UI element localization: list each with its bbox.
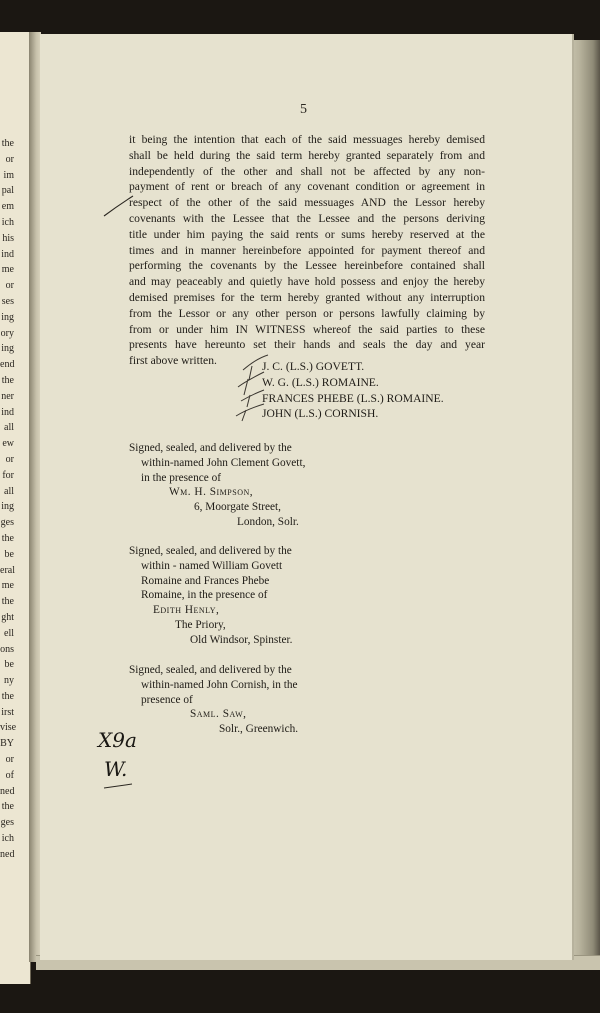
left-page-fragment: end [0, 359, 15, 371]
left-page-fragment: ory [0, 327, 14, 339]
left-page-fragment: be [4, 548, 14, 560]
page-number: 5 [300, 102, 307, 117]
pencil-tick-mark [236, 404, 264, 421]
body-line: from the Lessor or any other person or persons lawfully claiming by [129, 306, 485, 320]
left-page-fragment: ing [1, 501, 14, 513]
left-page-fragment: ell [4, 627, 14, 639]
attestation-line: presence of [141, 693, 193, 706]
attestation-line: in the presence of [141, 471, 221, 484]
left-page-fragment: ned [0, 785, 15, 797]
left-page-fragment: his [2, 232, 14, 244]
left-page-fragment: ing [1, 343, 14, 355]
left-page-fragment: im [3, 169, 14, 181]
body-line: payment of rent or breach of any covenant condition or agreement in [129, 180, 485, 194]
witness-address: 6, Moorgate Street, [194, 501, 282, 514]
left-page-fragment: me [1, 264, 14, 276]
handwritten-note: W. [104, 757, 128, 781]
left-page-fragment: ew [2, 438, 14, 450]
witness-address: London, Solr. [237, 515, 299, 528]
left-page-fragment: ind [1, 248, 14, 260]
witness-name: Edith Henly, [153, 604, 220, 617]
left-page-fragment: the [1, 532, 14, 544]
attestation-line: within-named John Cornish, in the [141, 678, 298, 691]
body-line: demised premises for the term hereby granted without any interruption [129, 290, 485, 304]
body-line: from or under him IN WITNESS whereof the said parties to these [129, 322, 485, 336]
left-page-fragment: for [2, 469, 14, 481]
body-line: first above written. [129, 354, 217, 368]
left-page-fragment: ind [1, 406, 14, 418]
body-line: independently of the other and shall not be affected by any non- [129, 164, 485, 178]
pencil-underline [104, 784, 132, 788]
left-page-fragment: be [4, 659, 14, 671]
left-page-fragment: or [5, 754, 14, 766]
left-page-fragment: ny [4, 675, 14, 687]
left-page-fragment: ght [1, 611, 14, 623]
body-line: title under him paying the said rents or sums hereby reserved at the [129, 227, 485, 241]
handwritten-note: X9a [98, 728, 137, 752]
signature-f-romaine: FRANCES PHEBE (L.S.) ROMAINE. [262, 391, 444, 405]
body-line: shall be held during the said term hereby granted separately from and [129, 148, 485, 162]
attestation-line: Romaine, in the presence of [141, 589, 268, 602]
left-page-fragment: me [1, 580, 14, 592]
left-page-fragment: the [1, 690, 14, 702]
body-line: performing the covenants by the Lessee hereinbefore contained shall [129, 259, 485, 273]
left-page-fragment: ich [1, 216, 14, 228]
left-page-fragment: vise [0, 722, 17, 734]
body-line: it being the intention that each of the said messuages hereby demised [129, 133, 485, 146]
attestation-line: within - named William Govett [141, 559, 283, 572]
left-page-fragment: em [1, 201, 14, 213]
pencil-stroke [104, 196, 133, 216]
attestation-line: Romaine and Frances Phebe [141, 574, 270, 587]
left-page-fragment: the [1, 138, 14, 149]
left-page-fragment: BY [0, 738, 14, 750]
signature-w-romaine: W. G. (L.S.) ROMAINE. [262, 375, 379, 389]
witness-address: The Priory, [175, 618, 226, 631]
left-page-fragment: pal [1, 185, 14, 197]
body-line: times and in manner hereinbefore appointed for payment thereof and [129, 243, 485, 257]
witness-address: Old Windsor, Spinster. [190, 633, 293, 646]
body-line: respect of the other of the said messuages AND the Lessor hereby [129, 196, 485, 210]
attestation-line: within-named John Clement Govett, [141, 456, 306, 469]
left-page-fragment: eral [0, 564, 15, 576]
left-page-fragment: or [5, 153, 14, 165]
left-page-fragment: the [1, 596, 14, 608]
left-page-fragment: ner [1, 390, 14, 402]
attestation-line: Signed, sealed, and delivered by the [129, 442, 292, 454]
witness-name: Saml. Saw, [190, 708, 247, 721]
witness-name: Wm. H. Simpson, [169, 486, 254, 499]
attestation-line: Signed, sealed, and delivered by the [129, 545, 292, 557]
signature-cornish: JOHN (L.S.) CORNISH. [262, 407, 379, 421]
left-page-fragment: the [1, 801, 14, 813]
left-page-fragment: all [4, 485, 14, 497]
left-page-fragment: ing [1, 311, 14, 323]
body-line: covenants with the Lessee that the Lessee and the persons deriving [129, 211, 485, 225]
left-page-fragment: the [1, 374, 14, 386]
left-page-fragment: or [5, 453, 14, 465]
left-page-fragment: all [4, 422, 14, 434]
signature-govett: J. C. (L.S.) GOVETT. [262, 360, 365, 373]
body-line: presents have hereunto set their hands and seals the day and year [129, 338, 485, 352]
left-page-fragment: ses [1, 295, 14, 307]
attestation-line: Signed, sealed, and delivered by the [129, 664, 292, 676]
left-page-fragment: ned [0, 848, 15, 860]
left-page-fragment: ons [0, 643, 14, 655]
left-page-fragment: irst [1, 706, 14, 718]
body-line: and may peaceably and quietly have hold possess and enjoy the hereby [129, 275, 485, 289]
left-page-fragment: ges [0, 817, 14, 829]
left-page-fragment: ich [1, 833, 14, 845]
witness-address: Solr., Greenwich. [219, 723, 299, 736]
left-page-fragment: ges [0, 517, 14, 529]
left-page-fragment: or [5, 280, 14, 292]
left-page-fragment: of [5, 769, 14, 781]
